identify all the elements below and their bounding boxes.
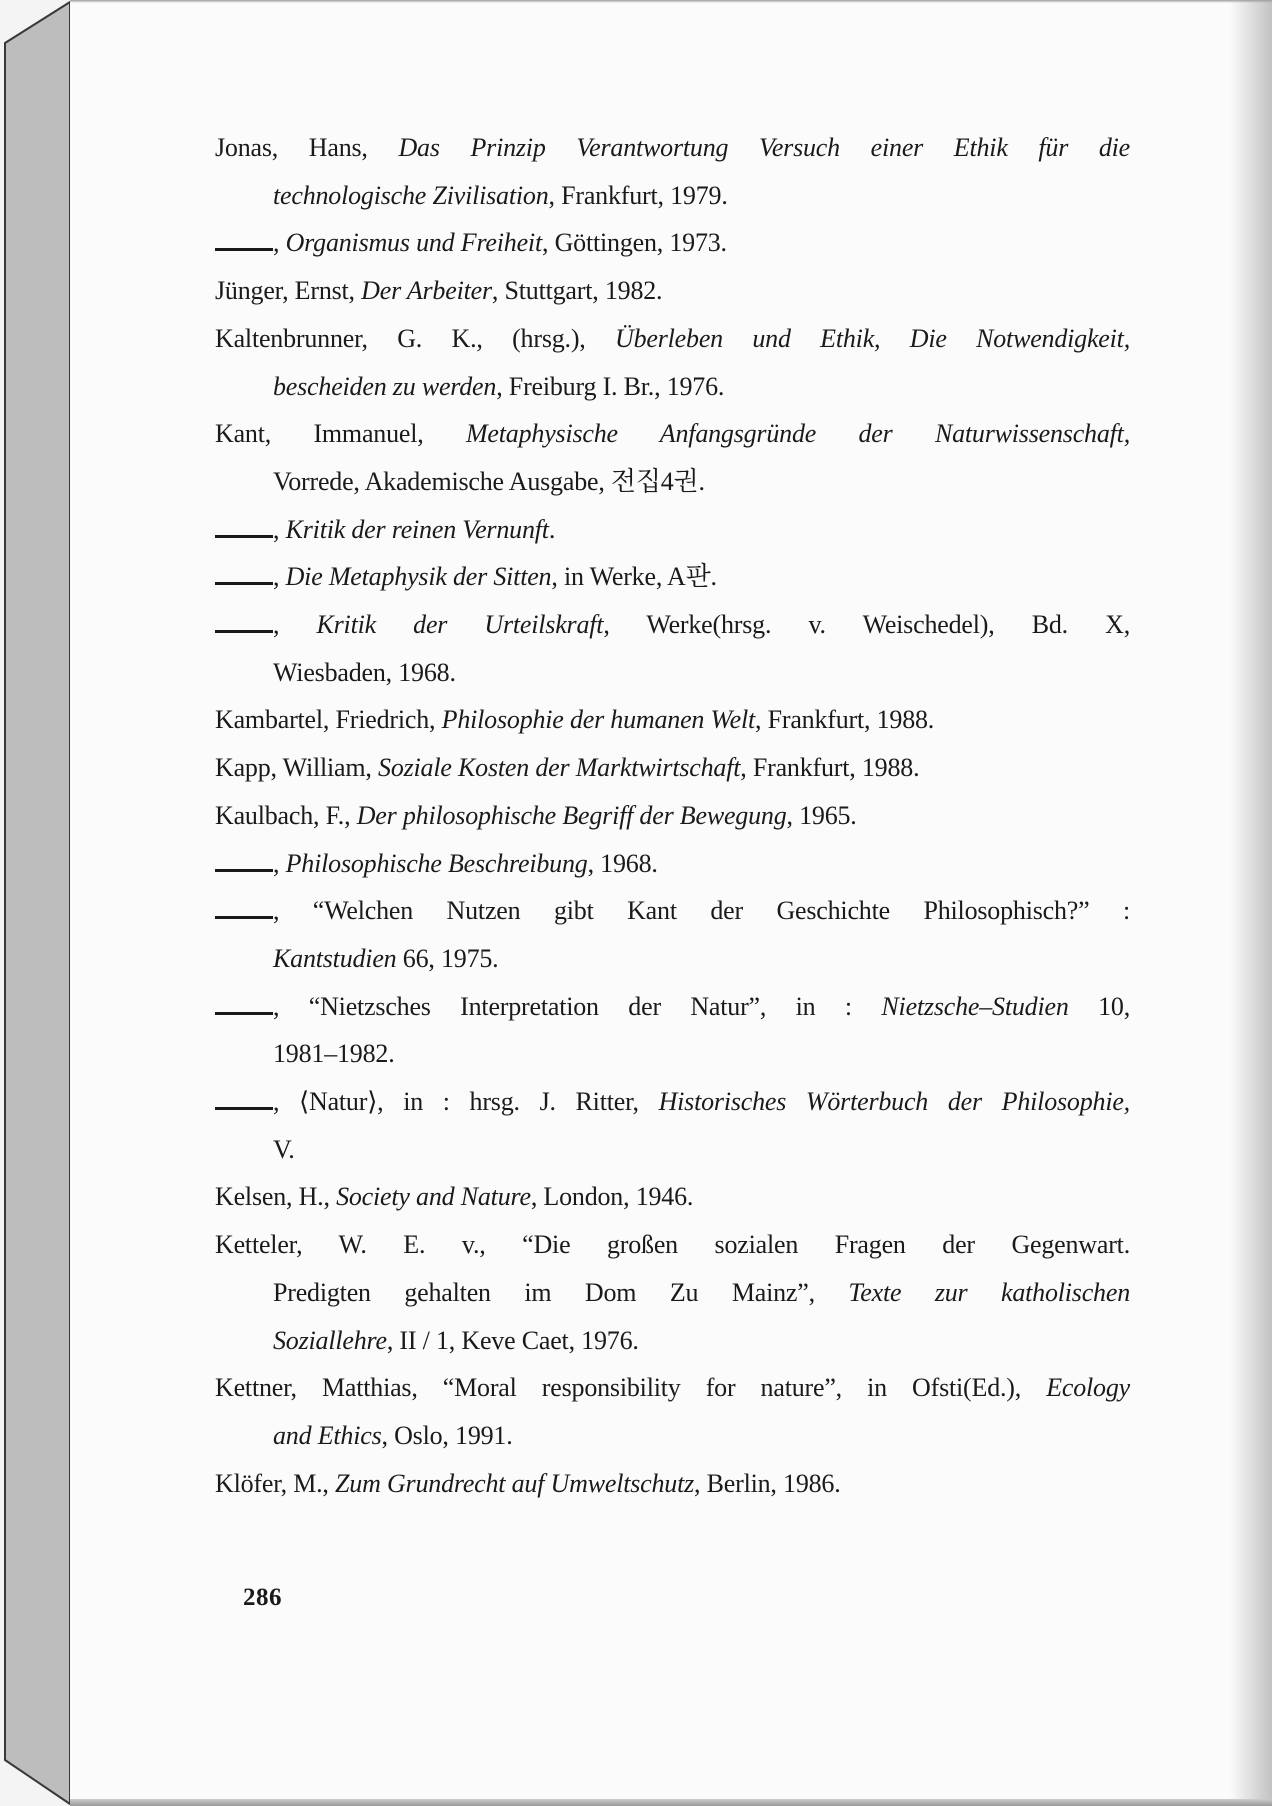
text-segment: ,	[273, 514, 286, 544]
title-segment: Soziale Kosten der Marktwirtschaft	[378, 753, 741, 783]
bibliography-line	[215, 458, 1130, 506]
text-segment: Kambartel, Friedrich,	[215, 705, 442, 735]
page-number: 286	[243, 1584, 282, 1611]
text-segment: ,	[273, 610, 317, 640]
title-segment: Nietzsche–Studien	[881, 991, 1069, 1021]
title-segment: Der philosophische Begriff der Bewegung	[356, 800, 787, 830]
title-segment: Kritik der reinen Vernunft	[285, 514, 549, 544]
bibliography-line	[215, 1460, 1130, 1508]
bibliography-line	[215, 1173, 1130, 1221]
bibliography-line	[215, 267, 1130, 315]
bibliography-line	[215, 124, 1130, 172]
title-segment: Philosophie der humanen Welt	[441, 705, 755, 735]
bibliography-line	[215, 649, 1130, 697]
bibliography-line	[215, 744, 1130, 792]
text-segment: , Stuttgart, 1982.	[491, 276, 663, 306]
text-segment: ,	[273, 228, 286, 258]
text-segment: , 1965.	[786, 800, 857, 830]
title-segment: technologische Zivilisation	[273, 180, 549, 210]
text-segment: , “Welchen Nutzen gibt Kant der Geschichte Philosophisch?” :	[273, 896, 1130, 926]
text-segment: Vorrede, Akademische Ausgabe, 전집4권.	[273, 466, 705, 496]
bibliography-line	[215, 219, 1130, 267]
title-segment: Das Prinzip Verantwortung Versuch einer Ethik für die	[398, 133, 1130, 162]
text-segment: 66, 1975.	[396, 943, 499, 973]
bibliography-line	[215, 1030, 1130, 1078]
text-segment: Klöfer, M.,	[215, 1468, 336, 1498]
text-segment: , Frankfurt, 1988.	[740, 753, 920, 783]
author-repeat-dash	[215, 248, 273, 251]
bibliography-line	[215, 887, 1130, 935]
title-segment: bescheiden zu werden	[273, 371, 497, 401]
bibliography-line	[215, 410, 1130, 458]
text-segment: , ⟨Natur⟩, in : hrsg. J. Ritter,	[273, 1087, 659, 1117]
text-segment: 10,	[1068, 991, 1130, 1021]
text-segment: , in Werke, A판.	[551, 562, 717, 592]
text-segment: , Frankfurt, 1979.	[548, 180, 728, 210]
title-segment: Organismus und Freiheit	[285, 228, 542, 258]
bibliography-line	[215, 1364, 1130, 1412]
title-segment: Kantstudien	[273, 943, 397, 973]
title-segment: Zum Grundrecht auf Umweltschutz	[335, 1468, 695, 1498]
title-segment: Metaphysische Anfangsgründe der Naturwissenschaft,	[465, 419, 1130, 449]
bibliography-line	[215, 935, 1130, 983]
text-segment: , Werke(hrsg. v. Weischedel), Bd. X,	[603, 610, 1130, 640]
text-segment: , Oslo, 1991.	[381, 1420, 513, 1450]
bibliography-line	[215, 363, 1130, 411]
title-segment: Soziallehre	[273, 1325, 387, 1355]
bibliography-line	[215, 1126, 1130, 1174]
text-segment: , 1968.	[587, 848, 658, 878]
bibliography-line	[215, 1078, 1130, 1126]
bibliography-list	[215, 124, 1130, 1507]
text-segment: Kaltenbrunner, G. K., (hrsg.),	[215, 323, 616, 353]
text-segment: Wiesbaden, 1968.	[273, 657, 456, 687]
text-segment: ,	[273, 848, 286, 878]
title-segment: Überleben und Ethik, Die Notwendigkeit,	[615, 323, 1130, 353]
text-segment: , II / 1, Keve Caet, 1976.	[386, 1325, 639, 1355]
text-segment: V.	[273, 1134, 295, 1164]
author-repeat-dash	[215, 1012, 273, 1015]
text-segment: , Berlin, 1986.	[694, 1468, 841, 1498]
text-segment: Kapp, William,	[215, 753, 379, 783]
text-segment: , Freiburg I. Br., 1976.	[496, 371, 725, 401]
bibliography-line	[215, 1269, 1130, 1317]
page	[70, 0, 1272, 1806]
text-segment: Jonas, Hans,	[215, 133, 399, 162]
bibliography-line	[215, 1412, 1130, 1460]
author-repeat-dash	[215, 1107, 273, 1110]
title-segment: Texte zur katholischen	[848, 1277, 1130, 1307]
text-segment: , “Nietzsches Interpretation der Natur”, in :	[273, 991, 882, 1021]
title-segment: Society and Nature	[336, 1182, 531, 1212]
title-segment: Der Arbeiter	[361, 276, 492, 306]
bibliography-line	[215, 553, 1130, 601]
text-segment: , Göttingen, 1973.	[541, 228, 727, 258]
author-repeat-dash	[215, 582, 273, 585]
text-segment: Kelsen, H.,	[215, 1182, 337, 1212]
text-segment: Jünger, Ernst,	[215, 276, 362, 306]
title-segment: and Ethics	[273, 1420, 382, 1450]
bibliography-line	[215, 1317, 1130, 1365]
bibliography-line	[215, 601, 1130, 649]
bibliography-line	[215, 506, 1130, 554]
text-segment: 1981–1982.	[273, 1039, 395, 1069]
text-segment: Kettner, Matthias, “Moral responsibility for nature”, in Ofsti(Ed.),	[215, 1373, 1047, 1403]
text-segment: , Frankfurt, 1988.	[755, 705, 935, 735]
text-segment: Kaulbach, F.,	[215, 800, 357, 830]
author-repeat-dash	[215, 630, 273, 633]
text-segment: .	[548, 514, 556, 544]
author-repeat-dash	[215, 869, 273, 872]
text-segment: Kant, Immanuel,	[215, 419, 466, 449]
bibliography-line	[215, 1221, 1130, 1269]
title-segment: Historisches Wörterbuch der Philosophie,	[658, 1087, 1130, 1117]
text-segment: Predigten gehalten im Dom Zu Mainz”,	[273, 1277, 849, 1307]
book-page-edge-shape	[5, 2, 70, 1804]
bibliography-line	[215, 792, 1130, 840]
bibliography-line	[215, 172, 1130, 220]
text-segment: ,	[273, 562, 286, 592]
title-segment: Kritik der Urteilskraft	[316, 610, 604, 640]
bibliography-line	[215, 315, 1130, 363]
text-segment: Ketteler, W. E. v., “Die großen sozialen Fragen der Gegenwart.	[215, 1230, 1130, 1260]
title-segment: Ecology	[1046, 1373, 1130, 1403]
author-repeat-dash	[215, 916, 273, 919]
bibliography-line	[215, 983, 1130, 1031]
title-segment: Die Metaphysik der Sitten	[285, 562, 552, 592]
title-segment: Philosophische Beschreibung	[285, 848, 588, 878]
author-repeat-dash	[215, 535, 273, 538]
bibliography-line	[215, 840, 1130, 888]
bibliography-line	[215, 696, 1130, 744]
text-segment: , London, 1946.	[530, 1182, 694, 1212]
